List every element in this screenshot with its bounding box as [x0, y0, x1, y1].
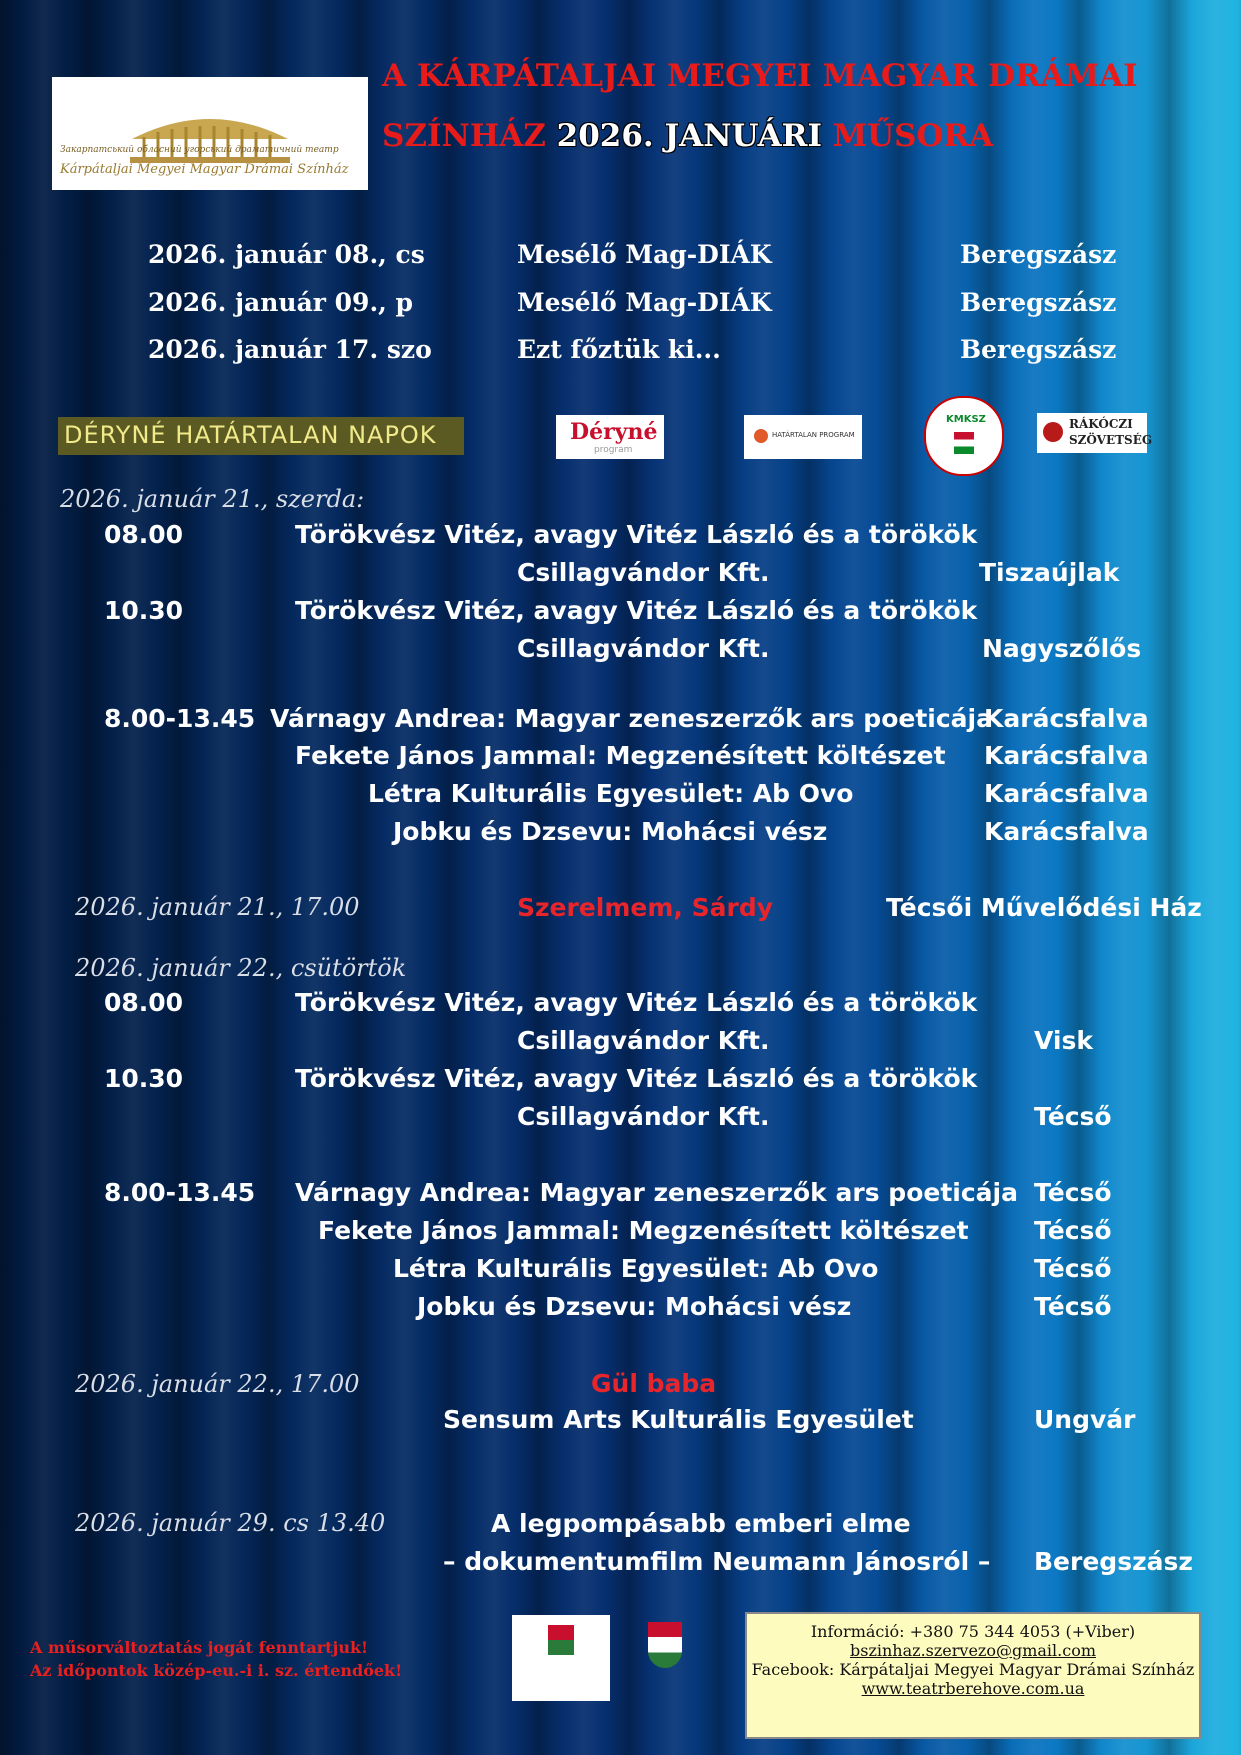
rakoczi-szovetseg-logo [1037, 413, 1153, 453]
page-title-line1: A KÁRPÁTALJAI MEGYEI MAGYAR DRÁMAI [382, 58, 1138, 94]
coat-of-arms-icon [548, 1625, 574, 1655]
day21-company-1: Csillagvándor Kft. [517, 558, 770, 587]
day21-company-2: Csillagvándor Kft. [517, 634, 770, 663]
day29-place: Beregszász [1034, 1547, 1193, 1576]
top-event-2-place: Beregszász [960, 288, 1117, 317]
day21-program-3: Létra Kulturális Egyesület: Ab Ovo [368, 779, 854, 808]
ministry-logo [512, 1615, 610, 1701]
day21-time-1: 08.00 [104, 520, 184, 549]
day22-show-1: Törökvész Vitéz, avagy Vitéz László és a törökök [295, 988, 978, 1017]
info-facebook: Facebook: Kárpátaljai Megyei Magyar Drámai Színház [751, 1660, 1195, 1679]
top-event-1-date: 2026. január 08., cs [148, 240, 425, 269]
theatre-logo [52, 77, 368, 190]
day22-company-1: Csillagvándor Kft. [517, 1026, 770, 1055]
day21-evening-date: 2026. január 21., 17.00 [75, 893, 360, 921]
deryne-logo [556, 415, 664, 459]
day22-program-1: Várnagy Andrea: Magyar zeneszerzők ars poeticája [295, 1178, 1018, 1207]
deryne-banner [58, 417, 464, 455]
day22-program-1-place: Técső [1034, 1178, 1112, 1207]
day21-program-2: Fekete János Jammal: Megzenésített költészet [295, 741, 946, 770]
page-title-line2 [382, 118, 993, 154]
day22-program-4: Jobku és Dzsevu: Mohácsi vész [417, 1292, 852, 1321]
day21-program-4: Jobku és Dzsevu: Mohácsi vész [393, 817, 828, 846]
day21-program-4-place: Karácsfalva [984, 817, 1149, 846]
day22-program-4-place: Técső [1034, 1292, 1112, 1321]
top-event-2-date: 2026. január 09., p [148, 288, 414, 317]
day21-place-1: Tiszaújlak [979, 558, 1120, 587]
day21-program-1: Várnagy Andrea: Magyar zeneszerzők ars poeticája [270, 704, 993, 733]
day22-heading: 2026. január 22., csütörtök [75, 954, 407, 982]
day21-evening-place: Técsői Művelődési Ház [886, 893, 1202, 922]
day29-title: A legpompásabb emberi elme [491, 1509, 911, 1538]
kmksz-logo [924, 396, 1004, 476]
day22-evening-company: Sensum Arts Kulturális Egyesület [443, 1405, 914, 1434]
top-event-3-title: Ezt főztük ki... [517, 335, 721, 364]
hatartalan-program-logo [744, 415, 862, 459]
day22-time-1: 08.00 [104, 988, 184, 1017]
rakoczi-text-2: SZÖVETSÉG [1069, 433, 1153, 447]
day22-show-2: Törökvész Vitéz, avagy Vitéz László és a törökök [295, 1064, 978, 1093]
title-part-a: SZÍNHÁZ [382, 118, 557, 154]
rakoczi-text-1: RÁKÓCZI [1069, 417, 1133, 431]
hatartalan-program-icon [754, 429, 768, 443]
footer-note-1: A műsorváltoztatás jogát fenntartjuk! [30, 1638, 369, 1657]
title-part-b: 2026. JANUÁRI [556, 118, 833, 154]
day22-program-2: Fekete János Jammal: Megzenésített költészet [318, 1216, 969, 1245]
logo-text-hungarian: Kárpátaljai Megyei Magyar Drámai Színház [60, 162, 349, 177]
info-email-link[interactable]: bszinhaz.szervezo@gmail.com [849, 1641, 1097, 1660]
logo-text-ukrainian: Закарпатський обласний угорський драматичний театр [60, 145, 339, 155]
day21-evening-show: Szerelmem, Sárdy [517, 893, 774, 922]
top-event-3-place: Beregszász [960, 335, 1117, 364]
day22-range: 8.00-13.45 [104, 1178, 256, 1207]
day22-program-3-place: Técső [1034, 1254, 1112, 1283]
day21-heading: 2026. január 21., szerda: [60, 485, 365, 513]
day22-evening-show: Gül baba [591, 1369, 717, 1398]
day22-program-3: Létra Kulturális Egyesület: Ab Ovo [393, 1254, 879, 1283]
kmksz-logo-text: KMKSZ [946, 414, 986, 425]
rakoczi-emblem-icon [1043, 422, 1063, 442]
title-part-c: MŰSORA [832, 118, 994, 154]
hungarian-shield-icon [954, 432, 974, 454]
info-box [745, 1612, 1201, 1739]
day21-place-2: Nagyszőlős [982, 634, 1142, 663]
top-event-1-title: Mesélő Mag-DIÁK [517, 240, 772, 269]
day22-time-2: 10.30 [104, 1064, 184, 1093]
info-web-link[interactable]: www.teatrberehove.com.ua [861, 1679, 1085, 1698]
day22-company-2: Csillagvándor Kft. [517, 1102, 770, 1131]
day22-place-1: Visk [1034, 1026, 1093, 1055]
day21-time-2: 10.30 [104, 596, 184, 625]
deryne-logo-text: Déryné [570, 419, 658, 445]
shield-logo-icon [648, 1622, 682, 1668]
deryne-logo-sub: program [594, 445, 633, 455]
day21-program-3-place: Karácsfalva [984, 779, 1149, 808]
day21-range: 8.00-13.45 [104, 704, 256, 733]
top-event-2-title: Mesélő Mag-DIÁK [517, 288, 772, 317]
deryne-banner-text: DÉRYNÉ HATÁRTALAN NAPOK [64, 421, 437, 449]
day21-program-2-place: Karácsfalva [984, 741, 1149, 770]
day21-show-1: Törökvész Vitéz, avagy Vitéz László és a törökök [295, 520, 978, 549]
day22-place-2: Técső [1034, 1102, 1112, 1131]
day22-program-2-place: Técső [1034, 1216, 1112, 1245]
info-phone: Információ: +380 75 344 4053 (+Viber) [810, 1622, 1136, 1641]
top-event-1-place: Beregszász [960, 240, 1117, 269]
footer-note-2: Az időpontok közép-eu.-i i. sz. értendőek! [30, 1661, 403, 1680]
hatartalan-program-text: HATÁRTALAN PROGRAM [772, 431, 855, 439]
top-event-3-date: 2026. január 17. szo [148, 335, 432, 364]
day21-show-2: Törökvész Vitéz, avagy Vitéz László és a törökök [295, 596, 978, 625]
day22-evening-date: 2026. január 22., 17.00 [75, 1370, 360, 1398]
day22-evening-place: Ungvár [1034, 1405, 1136, 1434]
day29-date: 2026. január 29. cs 13.40 [75, 1509, 386, 1537]
day29-subtitle: – dokumentumfilm Neumann Jánosról – [443, 1547, 991, 1576]
day21-program-1-place: Karácsfalva [984, 704, 1149, 733]
